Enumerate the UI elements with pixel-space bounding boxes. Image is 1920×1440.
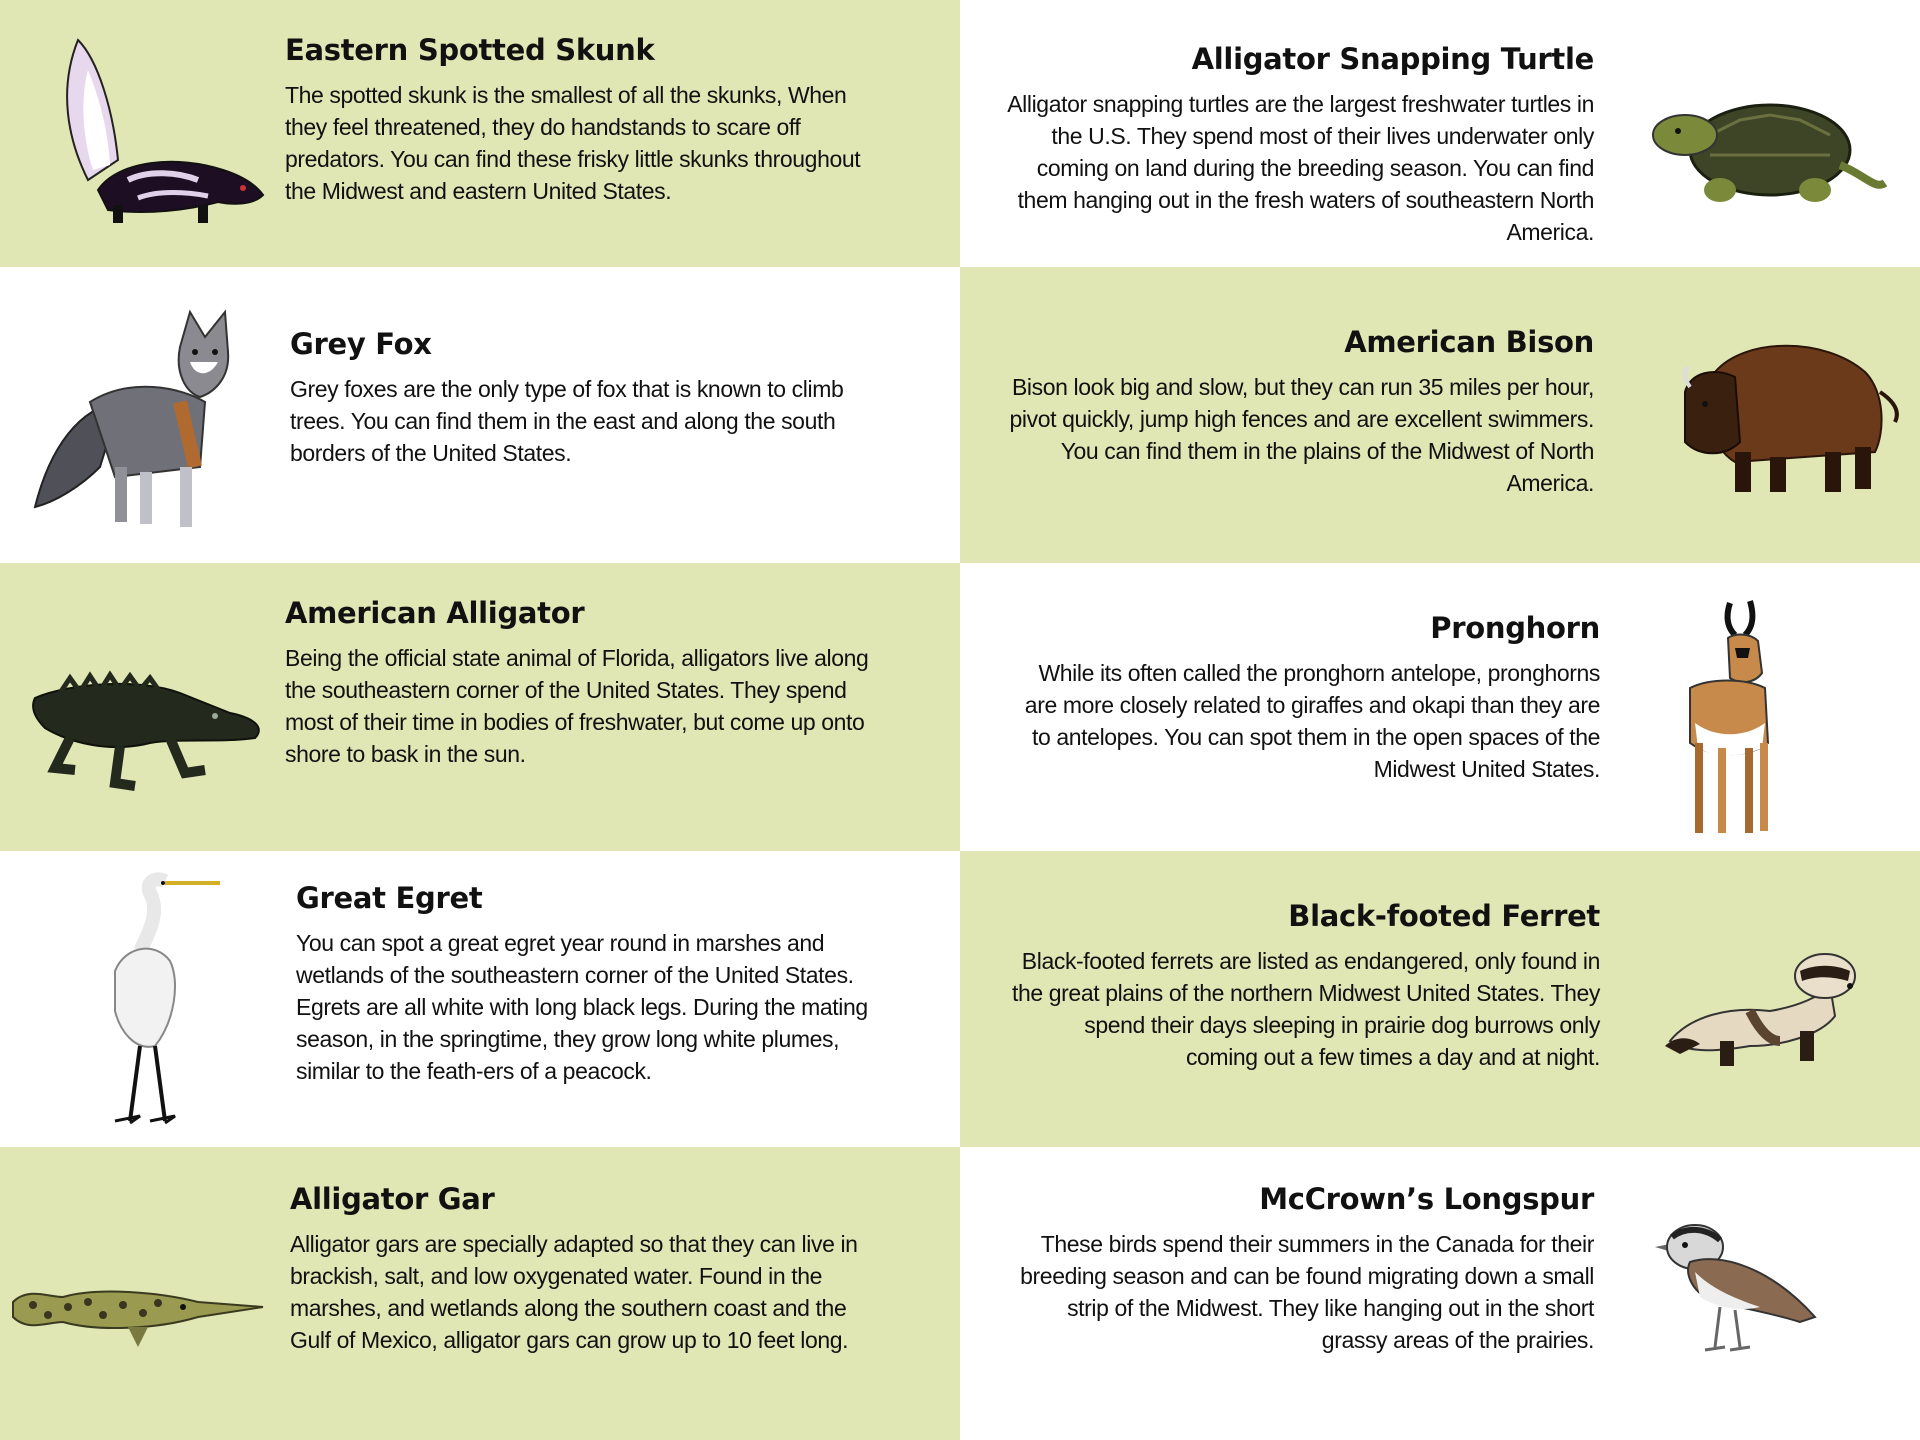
card-american-alligator (0, 563, 960, 851)
animal-name: Alligator Gar (290, 1182, 495, 1216)
animal-description: While its often called the pronghorn antelope, pronghorns are more closely related to giraffes and okapi than they are to antelopes. You can spot them in the open spaces of the Midwest United States. (1024, 660, 1600, 782)
animal-description: You can spot a great egret year round in marshes and wetlands of the southeastern corner of the United States. Egrets are all white with long black legs. During the mating season, in the springtime, they grow long white plumes, similar to the feath-ers of a peacock. (296, 930, 868, 1084)
animal-name: Grey Fox (290, 327, 432, 361)
animal-description: Alligator gars are specially adapted so that they can live in brackish, salt, and low oxygenated water. Found in the marshes, and wetlands along the southern coast and the Gulf of Mexico, alligator gars can grow up to 10 feet long. (290, 1231, 858, 1353)
alligator-icon (30, 658, 270, 798)
card-american-bison (960, 267, 1920, 563)
card-text (1010, 611, 1600, 785)
egret-icon (95, 871, 235, 1131)
card-alligator-gar (0, 1147, 960, 1440)
ferret-icon (1660, 936, 1870, 1076)
animal-name: Alligator Snapping Turtle (1191, 42, 1594, 76)
pronghorn-icon (1650, 593, 1800, 838)
card-black-footed-ferret (960, 851, 1920, 1147)
animal-name: American Bison (1344, 325, 1594, 359)
card-text (290, 1182, 890, 1356)
animal-description: Being the official state animal of Florida, alligators live along the southeastern corner of the United States. They spend most of their time in bodies of freshwater, but come up onto shore to bask in the sun. (285, 645, 869, 767)
animal-description: The spotted skunk is the smallest of all the skunks, When they feel threatened, they do handstands to scare off predators. You can find these frisky little skunks throughout the Midwest and eastern United States. (285, 82, 861, 204)
card-great-egret (0, 851, 960, 1147)
turtle-icon (1650, 95, 1890, 220)
card-grey-fox (0, 267, 960, 563)
card-pronghorn (960, 563, 1920, 851)
animal-description: These birds spend their summers in the Canada for their breeding season and can be found migrating down a small strip of the Midwest. They like hanging out in the short grassy areas of the prairies. (1020, 1231, 1594, 1353)
animal-description: Grey foxes are the only type of fox that is known to climb trees. You can find them in the east and along the south borders of the United States. (290, 376, 844, 466)
bison-icon (1675, 332, 1905, 497)
card-text (1004, 1182, 1594, 1356)
animal-description: Black-footed ferrets are listed as endangered, only found in the great plains of the northern Midwest United States. They spend their days sleeping in prairie dog burrows only coming out a few times a day and at night. (1012, 948, 1600, 1070)
card-alligator-snapping-turtle (960, 0, 1920, 267)
card-text (290, 327, 890, 469)
longspur-bird-icon (1650, 1212, 1830, 1362)
animal-description: Bison look big and slow, but they can run 35 miles per hour, pivot quickly, jump high fences and are excellent swimmers. You can find them in the plains of the Midwest of North America. (1009, 374, 1594, 496)
card-text (1004, 42, 1594, 248)
animal-name: American Alligator (285, 596, 585, 630)
card-text (1004, 325, 1594, 499)
animal-description: Alligator snapping turtles are the largest freshwater turtles in the U.S. They spend most of their lives underwater only coming on land during the breeding season. You can find them hanging out in the fresh waters of southeastern North America. (1007, 91, 1594, 245)
animal-name: Pronghorn (1430, 611, 1600, 645)
skunk-icon (58, 30, 268, 225)
fox-icon (30, 307, 260, 537)
card-text (285, 596, 875, 770)
card-eastern-spotted-skunk (0, 0, 960, 267)
card-text (296, 881, 896, 1087)
animal-name: Eastern Spotted Skunk (285, 33, 655, 67)
card-text (1010, 899, 1600, 1073)
animal-name: Black-footed Ferret (1288, 899, 1600, 933)
card-text (285, 33, 875, 207)
animal-name: Great Egret (296, 881, 483, 915)
animal-name: McCrown’s Longspur (1259, 1182, 1594, 1216)
card-mccrowns-longspur (960, 1147, 1920, 1440)
gar-fish-icon (8, 1267, 268, 1357)
